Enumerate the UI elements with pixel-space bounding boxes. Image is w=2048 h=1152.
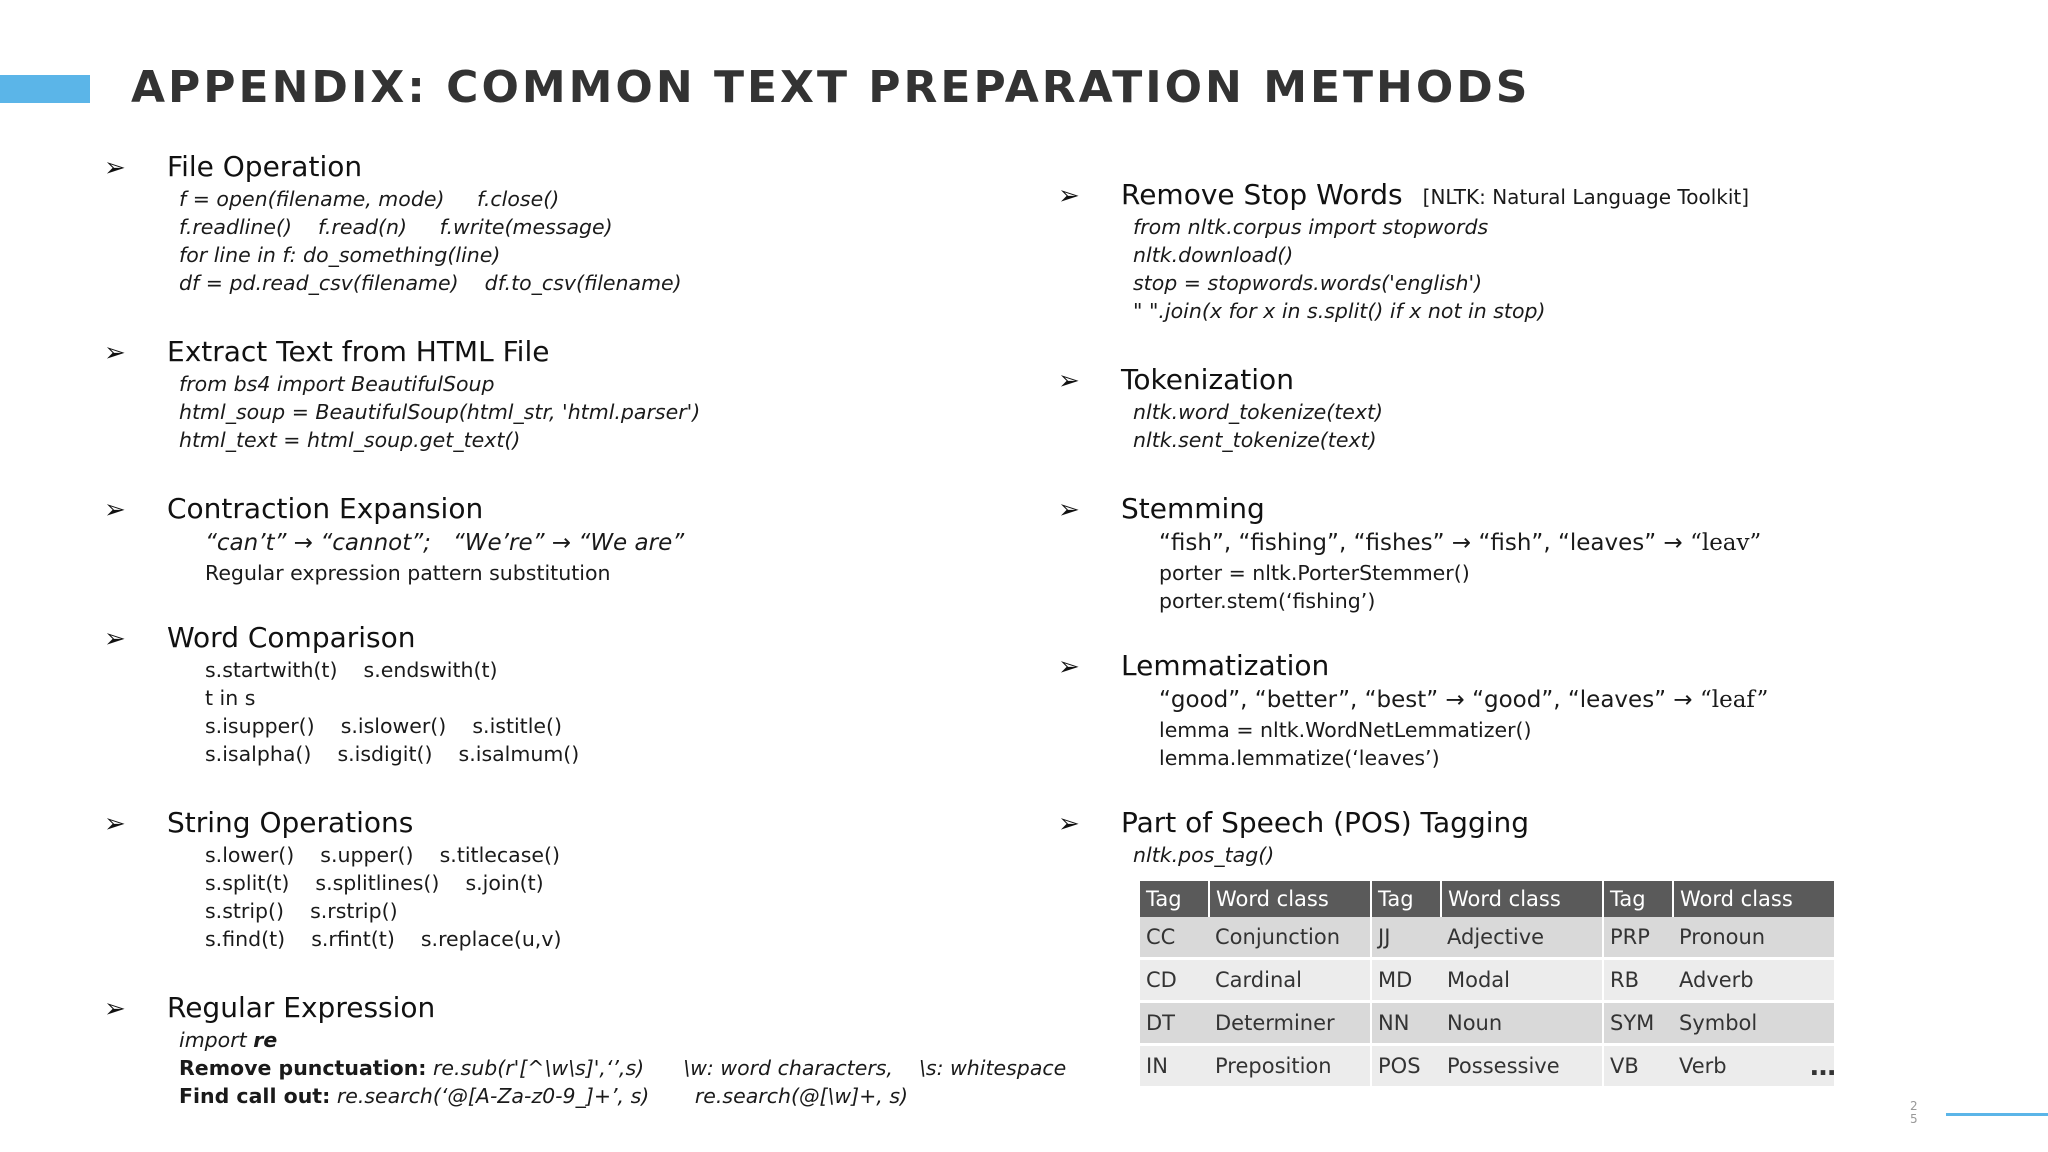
arrow-bullet-icon: ➢ bbox=[1058, 366, 1080, 396]
section-word-comparison bbox=[104, 621, 1024, 768]
arrow-bullet-icon: ➢ bbox=[1058, 495, 1080, 525]
example-line: “good”, “better”, “best” → “good”, “leaves” → “leaf” bbox=[1159, 687, 1769, 713]
section-tokenization bbox=[1058, 363, 2018, 454]
arrow-bullet-icon: ➢ bbox=[104, 809, 126, 839]
arrow-bullet-icon: ➢ bbox=[1058, 809, 1080, 839]
section-regular-expression bbox=[104, 991, 1067, 1110]
table-row bbox=[1140, 1002, 1835, 1045]
table-cell: MD bbox=[1371, 959, 1441, 1002]
code-line: from bs4 import BeautifulSoup bbox=[179, 372, 495, 396]
section-heading: Remove Stop Words bbox=[1121, 178, 1403, 211]
example-line: “fish”, “fishing”, “fishes” → “fish”, “leaves” → “leav” bbox=[1159, 530, 1762, 556]
table-cell: POS bbox=[1371, 1045, 1441, 1088]
code-line: lemma.lemmatize(‘leaves’) bbox=[1159, 746, 1440, 770]
arrow-bullet-icon: ➢ bbox=[104, 624, 126, 654]
code-line: s.find(t) s.rfint(t) s.replace(u,v) bbox=[205, 927, 562, 951]
arrow-bullet-icon: ➢ bbox=[104, 495, 126, 525]
section-string-operations bbox=[104, 806, 1024, 953]
code-line: Remove punctuation: re.sub(r'[^\w\s]',‘’,s) \w: word characters, \s: whitespace bbox=[179, 1056, 1067, 1080]
table-row bbox=[1140, 917, 1835, 959]
footer-accent-line bbox=[1946, 1113, 2048, 1116]
section-lemmatization bbox=[1058, 649, 2018, 772]
table-cell: Conjunction bbox=[1209, 917, 1371, 959]
column-header: Word class bbox=[1441, 881, 1603, 917]
code-line: html_soup = BeautifulSoup(html_str, 'html.parser') bbox=[179, 400, 701, 424]
code-line: nltk.pos_tag() bbox=[1133, 843, 1275, 867]
column-header: Word class bbox=[1673, 881, 1835, 917]
nltk-note: [NLTK: Natural Language Toolkit] bbox=[1422, 185, 1750, 209]
section-stemming bbox=[1058, 492, 2018, 615]
column-header: Word class bbox=[1209, 881, 1371, 917]
left-column bbox=[104, 150, 1067, 1110]
section-heading: Lemmatization bbox=[1121, 649, 1330, 682]
page-number: 25 bbox=[1910, 1099, 1918, 1126]
code-line: nltk.sent_tokenize(text) bbox=[1133, 428, 1377, 452]
table-cell: Adverb bbox=[1673, 959, 1835, 1002]
table-cell: Pronoun bbox=[1673, 917, 1835, 959]
table-cell: Cardinal bbox=[1209, 959, 1371, 1002]
section-heading: Tokenization bbox=[1121, 363, 1294, 396]
table-header-row bbox=[1140, 881, 1835, 917]
table-cell: DT bbox=[1140, 1002, 1209, 1045]
section-heading: Contraction Expansion bbox=[167, 492, 484, 525]
section-heading: Part of Speech (POS) Tagging bbox=[1121, 806, 1530, 839]
code-line: f = open(filename, mode) f.close() bbox=[179, 187, 560, 211]
section-pos-tagging bbox=[1058, 806, 2018, 1089]
code-line: s.split(t) s.splitlines() s.join(t) bbox=[205, 871, 544, 895]
code-line: " ".join(x for x in s.split() if x not in stop) bbox=[1133, 299, 1546, 323]
table-cell: Adjective bbox=[1441, 917, 1603, 959]
table-cell: NN bbox=[1371, 1002, 1441, 1045]
table-cell: Noun bbox=[1441, 1002, 1603, 1045]
pos-tag-table bbox=[1140, 881, 1836, 1089]
code-line: nltk.download() bbox=[1133, 243, 1294, 267]
code-line: s.isalpha() s.isdigit() s.isalmum() bbox=[205, 742, 580, 766]
section-remove-stop-words bbox=[1058, 178, 2018, 325]
code-line: lemma = nltk.WordNetLemmatizer() bbox=[1159, 718, 1532, 742]
page-title: APPENDIX: COMMON TEXT PREPARATION METHODS bbox=[131, 62, 1531, 113]
table-cell: Modal bbox=[1441, 959, 1603, 1002]
section-heading: File Operation bbox=[167, 150, 363, 183]
code-line: porter = nltk.PorterStemmer() bbox=[1159, 561, 1470, 585]
section-extract-html bbox=[104, 335, 1024, 454]
column-header: Tag bbox=[1603, 881, 1673, 917]
section-heading: Extract Text from HTML File bbox=[167, 335, 550, 368]
table-cell: RB bbox=[1603, 959, 1673, 1002]
arrow-bullet-icon: ➢ bbox=[1058, 181, 1080, 211]
code-line: nltk.word_tokenize(text) bbox=[1133, 400, 1384, 424]
code-line: from nltk.corpus import stopwords bbox=[1133, 215, 1489, 239]
code-line: for line in f: do_something(line) bbox=[179, 243, 501, 267]
code-line: df = pd.read_csv(filename) df.to_csv(filename) bbox=[179, 271, 682, 295]
code-line: stop = stopwords.words('english') bbox=[1133, 271, 1483, 295]
arrow-bullet-icon: ➢ bbox=[104, 994, 126, 1024]
code-line: s.lower() s.upper() s.titlecase() bbox=[205, 843, 561, 867]
table-cell: CC bbox=[1140, 917, 1209, 959]
arrow-bullet-icon: ➢ bbox=[104, 153, 126, 183]
table-row bbox=[1140, 959, 1835, 1002]
section-heading: String Operations bbox=[167, 806, 414, 839]
code-line: f.readline() f.read(n) f.write(message) bbox=[179, 215, 613, 239]
example-line: “can’t” → “cannot”; “We’re” → “We are” bbox=[205, 530, 685, 556]
table-cell: PRP bbox=[1603, 917, 1673, 959]
ellipsis: … bbox=[1810, 1052, 1837, 1082]
table-cell: SYM bbox=[1603, 1002, 1673, 1045]
arrow-bullet-icon: ➢ bbox=[1058, 652, 1080, 682]
table-cell: IN bbox=[1140, 1045, 1209, 1088]
table-cell: Determiner bbox=[1209, 1002, 1371, 1045]
code-line: t in s bbox=[205, 686, 256, 710]
table-cell: Preposition bbox=[1209, 1045, 1371, 1088]
table-cell: VB bbox=[1603, 1045, 1673, 1088]
table-row bbox=[1140, 1045, 1835, 1088]
section-heading: Stemming bbox=[1121, 492, 1265, 525]
table-cell: Verb bbox=[1673, 1045, 1835, 1088]
code-line: Find call out: re.search(‘@[A-Za-z0-9_]+’, s) re.search(@[\w]+, s) bbox=[179, 1084, 909, 1108]
table-cell: Symbol bbox=[1673, 1002, 1835, 1045]
section-file-operation bbox=[104, 150, 1024, 297]
code-line: html_text = html_soup.get_text() bbox=[179, 428, 521, 452]
table-cell: CD bbox=[1140, 959, 1209, 1002]
section-heading: Regular Expression bbox=[167, 991, 436, 1024]
table-cell: JJ bbox=[1371, 917, 1441, 959]
section-contraction-expansion bbox=[104, 492, 1024, 587]
code-line: s.strip() s.rstrip() bbox=[205, 899, 398, 923]
right-column bbox=[1058, 178, 2018, 1089]
code-line: import re bbox=[179, 1028, 278, 1052]
column-header: Tag bbox=[1140, 881, 1209, 917]
code-line: porter.stem(‘fishing’) bbox=[1159, 589, 1376, 613]
arrow-bullet-icon: ➢ bbox=[104, 338, 126, 368]
column-header: Tag bbox=[1371, 881, 1441, 917]
section-heading: Word Comparison bbox=[167, 621, 416, 654]
code-line: s.startwith(t) s.endswith(t) bbox=[205, 658, 498, 682]
accent-bar bbox=[0, 75, 90, 103]
text-line: Regular expression pattern substitution bbox=[205, 561, 611, 585]
table-cell: Possessive bbox=[1441, 1045, 1603, 1088]
code-line: s.isupper() s.islower() s.istitle() bbox=[205, 714, 563, 738]
